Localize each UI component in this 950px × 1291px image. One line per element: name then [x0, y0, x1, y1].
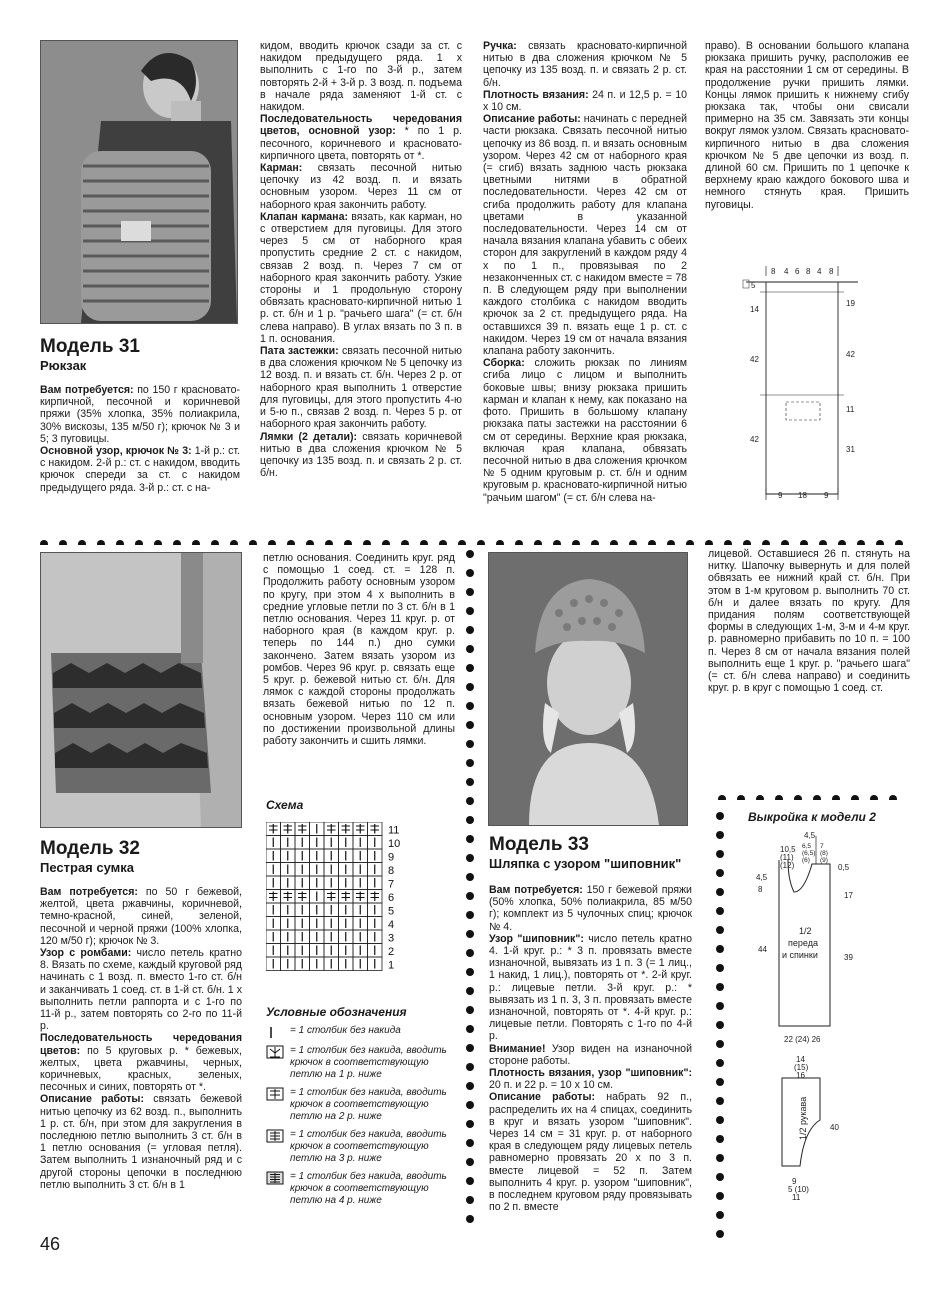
paragraph-lead: Ручка:	[483, 40, 517, 52]
model32-subtitle: Пестрая сумка	[40, 860, 135, 875]
pattern-label: (8)	[820, 850, 828, 857]
crochet-2-below-icon	[266, 1087, 284, 1101]
pattern-title: Выкройка к модели 2	[748, 810, 876, 824]
paragraph	[483, 40, 687, 89]
divider-dot	[466, 816, 474, 824]
section-divider	[40, 535, 910, 545]
divider-dot	[466, 1158, 474, 1166]
paragraph-lead: Последовательность чередования цветов, основной узор:	[260, 113, 462, 138]
divider-dot	[466, 721, 474, 729]
divider-dot	[819, 540, 827, 545]
paragraph-lead: Сборка:	[483, 357, 525, 370]
pattern-label: 22 (24) 26	[784, 1035, 821, 1044]
divider-dot	[268, 540, 276, 545]
divider-dot	[716, 964, 724, 972]
divider-dot	[716, 1173, 724, 1181]
chart-row-number: 4	[388, 919, 395, 931]
paragraph	[40, 1032, 242, 1093]
paragraph-text: 1-й р.: ст. с накидом. 2-й р.: ст. с накидом, вводить крючок спереди за ст. с накидом предыдущего ряда. 3-й р.: ст. с на-	[40, 445, 240, 494]
model33-heading	[489, 834, 709, 871]
divider-dot	[135, 540, 143, 545]
paragraph-lead: Плотность вязания, узор "шиповник":	[489, 1067, 692, 1080]
paragraph-lead: Вам потребуется:	[40, 384, 134, 396]
divider-dot	[553, 540, 561, 545]
divider-dot	[466, 1196, 474, 1204]
divider-dot	[466, 759, 474, 767]
diagram-bottom-label: 18	[798, 491, 807, 500]
paragraph-lead: Узор с ромбами:	[40, 947, 132, 960]
divider-dot	[466, 949, 474, 957]
pattern-label: (15)	[794, 1063, 809, 1072]
divider-dot	[458, 540, 466, 545]
divider-dot	[477, 540, 485, 545]
pattern-label: и спинки	[782, 950, 818, 960]
paragraph-text: 24 п. и 12,5 р. = 10 х 10 см.	[483, 88, 687, 114]
divider-dot	[211, 540, 219, 545]
page-number: 46	[40, 1234, 61, 1254]
chart-row-number: 5	[388, 905, 395, 918]
paragraph-text: вязать, как карман, но с отверстием для пуговицы. Для этого через 5 см от наборного края пропустить средние 2 ст. с накидом, связав 2 возд. п. Через 7 см от наборного края закончить работу. Узкие стороны и 1 продольную сторону обвязать красновато-кирпичной нитью 1 р. ст. б/н и 1 р. "рачьего шага" (= ст. б/н слева направо). В углах вязать по 3 п. в 1 п. основания.	[260, 210, 462, 345]
pattern-label: 4,5	[756, 873, 768, 882]
chart-row-number: 3	[388, 932, 395, 945]
chart-grid	[266, 822, 382, 971]
paragraph	[489, 1067, 692, 1091]
stitch-chart	[266, 822, 406, 982]
paragraph	[705, 40, 909, 211]
divider-dot	[876, 540, 884, 545]
paragraph-text: по 50 г бежевой, желтой, цвета ржавчины, коричневой, темно-красной, синей, зеленой, песочной и черной пряжи (100% хлопка, 120 м/50 г); крючок № 3.	[40, 886, 242, 947]
paragraph-text: сложить рюкзак по линиям сгиба лицо с лицом и выполнить боковые швы; внизу рюкзака пришить карман и клапан к нему, как показано на фото. Пришить в большому клапану рюкзака паты застежки на расстоянии 6 см от середины. Верхние края рюкзака, включая края клапана, обвязать песочной нитью в два сложения крючком № 5 одним круговым р. ст. б/н и одним круговым р. красновато-кирпичной нитью "рачьим шагом" (= ст. б/н слева на-	[483, 357, 687, 504]
divider-dot	[705, 540, 713, 545]
pattern-label: 6,5	[802, 843, 812, 850]
legend-item	[266, 1171, 462, 1207]
paragraph-text: петлю основания. Соединить круг. ряд с помощью 1 соед. ст. = 128 п. Продолжить работу основным узором по кругу, при этом 4 х выполнить в средние угловые петли по 3 ст. б/н в 1 петлю основания. Через 11 круг. р. от наборного края (в каждом круг. р. теперь по 144 п.) дно сумки закончено. Затем вязать узором из ромбов. Через 96 круг. р. связать еще 5 круг. р. бежевой нитью ст. б/н. Для лямок с каждой стороны продолжать вязать бежевой нитью по 12 п. основным узором. Через 110 см или по достижении произвольной длины работу закончить и сшить лямки.	[263, 552, 455, 748]
paragraph-text: Узор виден на изнаночной стороне работы.	[489, 1042, 692, 1067]
diagram-top-label: 4	[817, 267, 822, 276]
divider-dot	[466, 588, 474, 596]
pattern-label: (11)	[780, 853, 794, 862]
paragraph	[489, 884, 692, 933]
pattern-label: 16	[796, 1071, 805, 1080]
divider-dot	[591, 540, 599, 545]
divider-dot	[889, 795, 897, 800]
paragraph-text: * по 1 р. песочного, коричневого и красновато-кирпичного цвета, повторять от *.	[260, 125, 462, 162]
model33-subtitle: Шляпка с узором "шиповник"	[489, 856, 682, 871]
chart-row-number: 6	[388, 892, 395, 904]
diagram-top-label: 8	[829, 267, 834, 276]
paragraph	[483, 89, 687, 113]
divider-dot	[534, 540, 542, 545]
hat-photo	[488, 552, 688, 826]
divider-dot	[572, 540, 580, 545]
paragraph-lead: Основной узор, крючок № 3:	[40, 445, 192, 458]
pattern-label: (12)	[780, 861, 795, 870]
model32-col1	[40, 886, 242, 1191]
divider-dot	[716, 812, 724, 820]
model31-heading	[40, 336, 240, 373]
divider-dot	[466, 702, 474, 710]
divider-dot	[344, 540, 352, 545]
diagram-top-label: 8	[771, 267, 776, 276]
divider-dot	[466, 1082, 474, 1090]
chart-row-number: 10	[388, 838, 401, 850]
divider-dot	[775, 795, 783, 800]
divider-dot	[496, 540, 504, 545]
pattern-label: (6)	[802, 857, 810, 864]
divider-dot	[838, 540, 846, 545]
diagram-left-label: 5	[751, 281, 756, 290]
paragraph	[40, 1093, 242, 1191]
pattern-label: переда	[788, 938, 818, 948]
paragraph	[489, 933, 692, 1043]
divider-dot	[667, 540, 675, 545]
divider-dot	[794, 795, 802, 800]
pattern-label: 14	[796, 1055, 805, 1064]
divider-dot	[154, 540, 162, 545]
divider-dot	[718, 795, 726, 800]
divider-dot	[249, 540, 257, 545]
legend-text: = 1 столбик без накида, вводить крючок в соответствующую петлю на 4 р. ниже	[290, 1171, 447, 1206]
paragraph	[489, 1043, 692, 1067]
paragraph-text: число петель кратно 8. Вязать по схеме, каждый круговой ряд начинать с 1 возд. п. вместо 1-го ст. б/н и заканчивать 1 соед. ст. в 1-й ст. б/н. 1 х выполнить петли раппорта и с 1-го по 11-й р., затем повторять со 2-го по 11-й р.	[40, 947, 242, 1033]
divider-dot	[466, 683, 474, 691]
model33-title: Модель 33	[489, 834, 589, 855]
divider-dot	[724, 540, 732, 545]
divider-dot	[192, 540, 200, 545]
paragraph	[40, 886, 242, 947]
paragraph-text: 150 г бежевой пряжи (50% хлопка, 50% полиакрила, 85 м/50 г); комплект из 5 чулочных спиц; крючок № 4.	[489, 884, 692, 933]
divider-dot	[466, 911, 474, 919]
pattern-label: 7	[820, 843, 824, 850]
paragraph-lead: Лямки (2 детали):	[260, 430, 358, 443]
vertical-divider	[466, 550, 476, 1240]
diagram-right-label: 11	[846, 405, 855, 414]
divider-dot	[230, 540, 238, 545]
divider-dot	[466, 645, 474, 653]
divider-dot	[466, 1025, 474, 1033]
pattern-label: 10,5	[780, 845, 796, 854]
divider-dot	[116, 540, 124, 545]
backpack-diagram	[740, 262, 870, 502]
paragraph-text: 20 п. и 22 р. = 10 х 10 см.	[489, 1079, 614, 1092]
paragraph-text: лицевой. Оставшиеся 26 п. стянуть на нитку. Шапочку вывернуть и для полей обвязать ее нижний край ст. б/н. При этом в 1-м круговом р. выполнить 70 ст. б/н и далее вязать по кругу. Для придания полям соответствующей формы в следующих 1-м, 3-м и 4-м круг. р. равномерно прибавить по 10 п. = 100 п. Через 8 см от начала вязания полей выполнить еще 1 круг. р. "рачьего шага" (= ст. б/н слева направо) и соединить круг. р. в круг с помощью 1 соед. ст.	[708, 548, 910, 695]
legend-item	[266, 1129, 462, 1165]
bag-photo-art	[41, 553, 241, 827]
legend-item	[266, 1087, 462, 1123]
hat-photo-art	[489, 553, 687, 825]
paragraph-lead: Плотность вязания:	[483, 88, 589, 101]
divider-dot	[629, 540, 637, 545]
pattern-label: 5 (10)	[788, 1185, 809, 1194]
chart-row-number: 11	[388, 824, 400, 837]
divider-dot	[716, 983, 724, 991]
divider-dot	[420, 540, 428, 545]
divider-dot	[716, 1192, 724, 1200]
paragraph-text: связать коричневой нитью в два сложения крючком № 5 цепочку из 135 возд. п. и связать 2 р. ст. б/н.	[260, 430, 462, 480]
divider-dot	[716, 1040, 724, 1048]
crochet-3-below-icon	[266, 1129, 284, 1143]
divider-dot	[716, 1078, 724, 1086]
divider-dot	[716, 850, 724, 858]
paragraph	[40, 384, 240, 445]
diagram-top-label: 6	[795, 267, 800, 276]
divider-dot	[466, 778, 474, 786]
diagram-left-label: 42	[750, 355, 759, 364]
pattern-label: 1/2 рукава	[798, 1096, 808, 1140]
pattern-label: 4,5	[804, 831, 816, 840]
divider-dot	[466, 1215, 474, 1223]
legend-text: = 1 столбик без накида, вводить крючок в соответствующую петлю на 3 р. ниже	[290, 1129, 447, 1164]
divider-dot	[40, 540, 48, 545]
model31-col4	[705, 40, 909, 211]
paragraph	[260, 345, 462, 430]
chart-row-number: 1	[388, 959, 395, 972]
paragraph-text: по 5 круговых р. * бежевых, желтых, цвета ржавчины, черных, коричневых, красных, зеленых, песочных и синих, повторять от *.	[40, 1044, 242, 1094]
divider-dot	[800, 540, 808, 545]
divider-dot	[466, 854, 474, 862]
divider-dot	[781, 540, 789, 545]
divider-dot	[306, 540, 314, 545]
model31-title: Модель 31	[40, 336, 140, 357]
divider-dot	[363, 540, 371, 545]
legend-item	[266, 1025, 462, 1039]
divider-dot	[439, 540, 447, 545]
divider-dot	[716, 1135, 724, 1143]
divider-dot	[716, 1230, 724, 1238]
paragraph-text: связать песочной нитью в два сложения крючком № 5 цепочку из 12 возд. п. и вязать ст. б/н. Через 2 р. от наборного края выполнить 1 отверстие для пуговицы, для этого пропустить 4-ю и 5-ю п., связав 2 возд. п. Через 5 р. от наборного края закончить работу.	[260, 345, 462, 431]
paragraph	[260, 162, 462, 211]
model33-col1	[489, 884, 692, 1213]
divider-dot	[466, 987, 474, 995]
divider-dot	[716, 831, 724, 839]
crochet-1-below-icon	[266, 1045, 284, 1059]
paragraph-text: право). В основании большого клапана рюкзака пришить ручку, расположив ее края на расстоянии 1 см от середины. В продолжение ручки пришить лямки. Концы лямок пришить к нижнему сгибу рюкзака так, чтобы они свисали примерно на 35 см. Завязать эти концы вокруг лямок узлом. Связать красновато-кирпичного нитью в два сложения крючком № 5 две цепочки из возд. п. длиной 60 см. Пришить по 1 цепочке к верхнему краю каждого бокового шва и немного стянуть края. Пришить пуговицы.	[705, 40, 909, 211]
chart-row-number: 2	[388, 946, 395, 958]
model32-heading	[40, 838, 240, 875]
divider-dot	[97, 540, 105, 545]
divider-dot	[466, 968, 474, 976]
divider-dot	[382, 540, 390, 545]
divider-dot	[466, 569, 474, 577]
divider-dot	[870, 795, 878, 800]
divider-dot	[762, 540, 770, 545]
legend-item	[266, 1045, 462, 1081]
divider-dot	[466, 1063, 474, 1071]
divider-dot	[610, 540, 618, 545]
paragraph-text: по 150 г красновато-кирпичной, песочной и коричневой пряжи (35% хлопка, 35% полиакрила, 30% вискозы, 135 м/50 г); крючок № 3 и 5; 3 пуговицы.	[40, 384, 240, 445]
divider-dot	[716, 926, 724, 934]
model31-subtitle: Рюкзак	[40, 358, 87, 373]
divider-dot	[466, 664, 474, 672]
divider-dot	[466, 1120, 474, 1128]
divider-dot	[895, 540, 903, 545]
divider-dot	[59, 540, 67, 545]
paragraph-lead: Описание работы:	[40, 1093, 145, 1106]
pattern-label: 1/2	[799, 926, 812, 936]
paragraph	[40, 445, 240, 494]
legend-text: = 1 столбик без накида	[290, 1025, 401, 1036]
divider-dot	[466, 1101, 474, 1109]
divider-dot	[716, 869, 724, 877]
pattern-label: 9	[792, 1177, 797, 1186]
divider-dot	[466, 892, 474, 900]
paragraph	[489, 1091, 692, 1213]
divider-dot	[466, 835, 474, 843]
divider-dot	[287, 540, 295, 545]
divider-dot	[515, 540, 523, 545]
divider-dot	[466, 930, 474, 938]
divider-dot	[857, 540, 865, 545]
paragraph-lead: Вам потребуется:	[489, 884, 583, 896]
paragraph-text: число петель кратно 4. 1-й круг. р.: * 3 п. провязать вместе изнаночной, вывязать из 1 п. 3 (= 1 лиц., 1 накид, 1 лиц.), повторять от *. 2-й круг. р.: лицевые петли. 3-й круг. р.: * вывязать из 1 п. 3, 3 п. провязать вместе изнаночной, повторять от *. 4-й круг. р.: лицевые петли. Повторять с 1-го по 4-й р.	[489, 932, 692, 1043]
legend-text: = 1 столбик без накида, вводить крючок в соответствующую петлю на 1 р. ниже	[290, 1045, 447, 1080]
divider-dot	[466, 740, 474, 748]
pattern-diagram	[744, 830, 884, 1210]
divider-dot	[466, 1177, 474, 1185]
diagram-top-labels	[766, 266, 838, 276]
divider-dot	[78, 540, 86, 545]
vertical-divider	[716, 812, 726, 1252]
pattern-label: 39	[844, 953, 853, 962]
pattern-label: 11	[792, 1193, 801, 1202]
divider-dot	[466, 1139, 474, 1147]
paragraph-text: связать красновато-кирпичной нитью в два сложения крючком № 5 цепочку из 135 возд. п. и связать 2 р. ст. б/н.	[483, 40, 687, 89]
divider-dot	[716, 1154, 724, 1162]
diagram-left-label: 42	[750, 435, 759, 444]
divider-dot	[716, 1059, 724, 1067]
legend-text: = 1 столбик без накида, вводить крючок в соответствующую петлю на 2 р. ниже	[290, 1087, 447, 1122]
chart-row-number: 8	[388, 865, 395, 877]
model31-col3	[483, 40, 687, 504]
divider-dot	[716, 1002, 724, 1010]
pattern-label: 8	[758, 885, 763, 894]
divider-dot	[851, 795, 859, 800]
paragraph-lead: Описание работы:	[489, 1091, 596, 1104]
legend	[266, 1025, 462, 1213]
divider-dot	[466, 550, 474, 558]
divider-dot	[466, 873, 474, 881]
pattern-label: 44	[758, 945, 767, 954]
paragraph	[263, 552, 455, 747]
model33-col2	[708, 548, 910, 694]
divider-dot	[813, 795, 821, 800]
diagram-left-label: 14	[750, 305, 759, 314]
paragraph	[260, 431, 462, 480]
divider-dot	[716, 888, 724, 896]
single-crochet-icon	[266, 1025, 284, 1039]
chart-row-number: 7	[388, 878, 395, 891]
paragraph-text: начинать с передней части рюкзака. Связать песочной нитью цепочку из 86 возд. п. и вязать основным узором. Через 42 см от наборного края (= сгиб) вязать заднюю часть рюкзака цветными нитями в обратной последовательности. Через 42 см от сгиба продолжить работу для клапана цветами в указанной последовательности. Через 14 см от начала вязания клапана убавить с обеих сторон для закруглений в каждом ряду 4 х по 1 п., провязывая по 2 незаконченных ст. с накидом вместе = 78 п. В следующем ряду при выполнении каждого столбика с накидом вводить крючок за 2 ст. предыдущего ряда. На оставшихся 39 п. вязать еще 1 р. ст. с накидом. Через 19 см от начала вязания клапана работу закончить.	[483, 113, 688, 358]
paragraph-lead: Карман:	[260, 162, 303, 175]
paragraph	[260, 211, 462, 345]
diagram-bottom-label: 9	[824, 491, 829, 500]
divider-dot	[466, 626, 474, 634]
divider-dot	[716, 1116, 724, 1124]
paragraph-lead: Вам потребуется:	[40, 886, 138, 898]
model31-col2	[260, 40, 462, 479]
paragraph-lead: Описание работы:	[483, 113, 581, 126]
paragraph	[708, 548, 910, 694]
paragraph-text: набрать 92 п., распределить их на 4 спицах, соединить в круг и вязать узором "шиповник". Через 14 см = 31 круг. р. от наборного края в следующем ряду лицевых петель равномерно провязать 20 х по 3 п. вместе лицевой = 52 п. Затем выполнить 4 круг. р. узором "шиповник", в последнем круговом ряду провязывать по 2 п. вместе	[489, 1091, 693, 1214]
model32-col2	[263, 552, 455, 747]
divider-dot	[648, 540, 656, 545]
diagram-bottom-label: 9	[778, 491, 783, 500]
paragraph-text: связать песочной нитью цепочку из 42 возд. п. и вязать основным узором. Через 11 см от наборного края закончить работу.	[260, 162, 462, 211]
divider-dot	[173, 540, 181, 545]
divider-dot	[686, 540, 694, 545]
divider-dot	[466, 1006, 474, 1014]
paragraph	[260, 113, 462, 162]
paragraph-text: кидом, вводить крючок сзади за ст. с накидом предыдущего ряда. 1 х выполнить с 1-го по 3-й р., затем повторять 2-й + 3-й р. 3 возд. п. подъема в начале ряда заменяют 1-й ст. с накидом.	[260, 40, 462, 114]
pattern-label: 40	[830, 1123, 839, 1132]
divider-dot	[832, 795, 840, 800]
paragraph	[483, 357, 687, 503]
backpack-photo	[40, 40, 238, 324]
pattern-label: (9)	[820, 857, 828, 864]
paragraph-lead: Клапан кармана:	[260, 210, 348, 223]
divider-dot	[401, 540, 409, 545]
divider-dot	[325, 540, 333, 545]
chart-row-number: 9	[388, 851, 395, 864]
pattern-label: (6,5)	[802, 850, 816, 857]
backpack-photo-art	[41, 41, 237, 323]
paragraph-lead: Узор "шиповник":	[489, 932, 584, 945]
divider-dot	[716, 945, 724, 953]
divider-dot	[716, 1211, 724, 1219]
model31-col1	[40, 384, 240, 494]
divider-dot	[716, 1097, 724, 1105]
divider-dot	[466, 607, 474, 615]
paragraph-lead: Внимание!	[489, 1042, 546, 1055]
pattern-label: 0,5	[838, 863, 850, 872]
divider-dot	[756, 795, 764, 800]
divider-dot	[743, 540, 751, 545]
diagram-right-label: 31	[846, 445, 855, 454]
paragraph-text: связать бежевой нитью цепочку из 62 возд. п., выполнить 1 р. ст. б/н, при этом для закругления в последнюю петлю выполнить 3 ст. б/н в 1 петлю основания (= угловая петля). Затем выполнить 1 изнаночный ряд и с другой стороны цепочки в последнюю петлю выполнить 3 ст. б/н в 1	[40, 1093, 242, 1191]
pattern-label: 17	[844, 891, 853, 900]
crochet-4-below-icon	[266, 1171, 284, 1185]
paragraph-lead: Последовательность чередования цветов:	[40, 1032, 242, 1057]
divider-dot	[466, 1044, 474, 1052]
diagram-top-label: 4	[784, 267, 789, 276]
divider-dot	[737, 795, 745, 800]
paragraph	[483, 113, 687, 357]
model32-title: Модель 32	[40, 838, 140, 859]
diagram-top-label: 8	[806, 267, 811, 276]
paragraph-lead: Пата застежки:	[260, 345, 339, 358]
diagram-right-label: 19	[846, 299, 855, 308]
schema-title: Схема	[266, 798, 304, 812]
chart-row-numbers	[388, 825, 400, 972]
divider-dot	[716, 1021, 724, 1029]
divider-dot	[466, 797, 474, 805]
divider-dot	[716, 907, 724, 915]
paragraph	[40, 947, 242, 1032]
diagram-right-label: 42	[846, 350, 855, 359]
pattern-divider	[718, 790, 910, 800]
paragraph	[260, 40, 462, 113]
bag-photo	[40, 552, 242, 828]
legend-title: Условные обозначения	[266, 1005, 407, 1019]
